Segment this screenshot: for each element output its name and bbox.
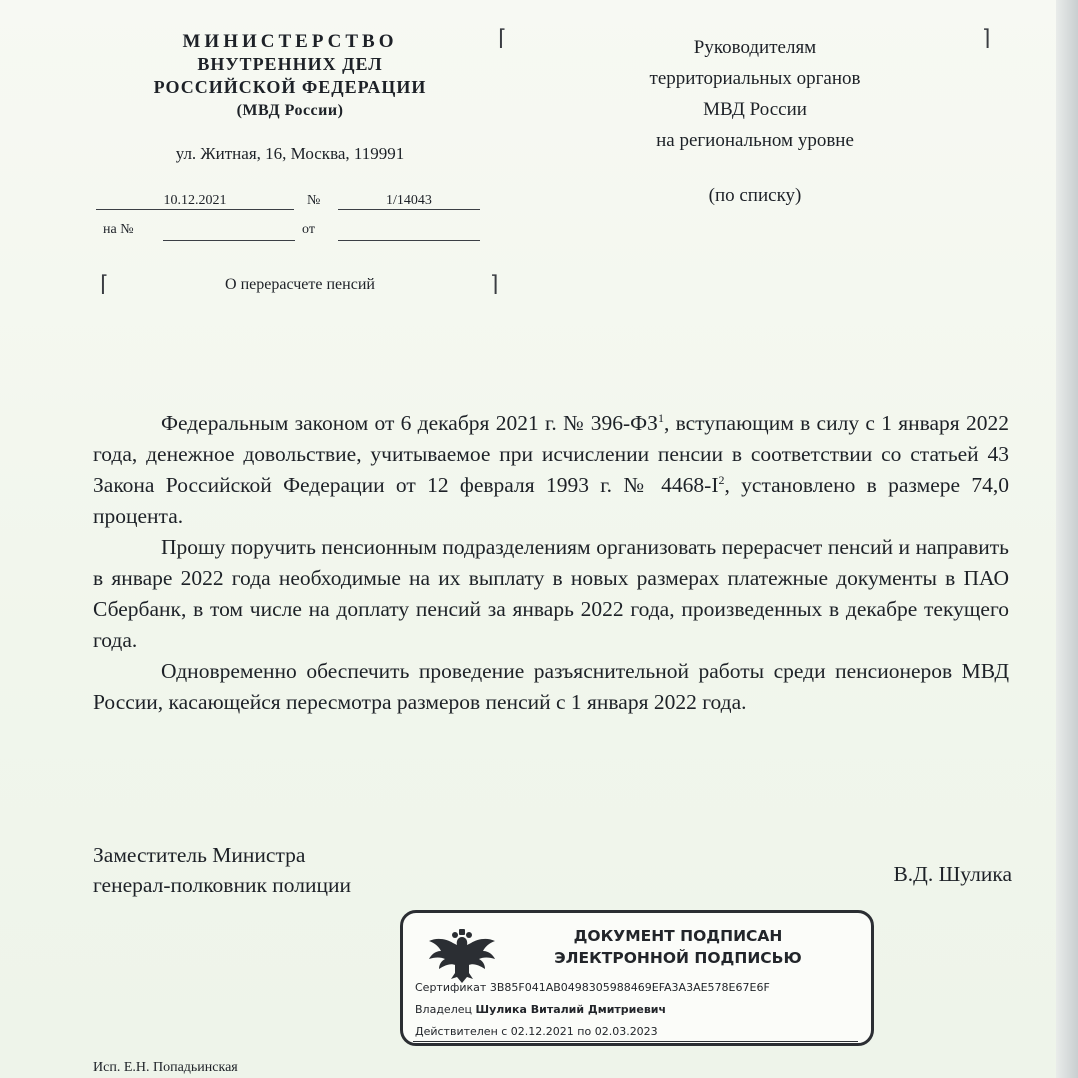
double-headed-eagle-icon: [425, 929, 499, 985]
addressee-line-4: на региональном уровне: [656, 130, 854, 151]
reply-to-number-field: [163, 222, 295, 241]
footnote-ref-1: 1: [657, 410, 664, 425]
certificate-value: 3B85F041AB0498305988469EFA3A3AE578E67E6F: [489, 981, 770, 994]
page-edge: [1056, 0, 1078, 1078]
organization-header: [100, 30, 480, 122]
stamp-title: [503, 925, 853, 969]
signer-position-line-2: генерал-полковник полиции: [93, 873, 352, 897]
org-line-3: РОССИЙСКОЙ ФЕДЕРАЦИИ: [153, 77, 427, 97]
reply-to-number-label: на №: [103, 222, 134, 237]
addressee-block: [600, 32, 910, 156]
stamp-owner-row: [415, 1003, 666, 1016]
stamp-validity-underline: [413, 1041, 858, 1042]
stamp-certificate-row: [415, 981, 770, 994]
subject-bracket-right: ⌉: [490, 272, 499, 297]
addressee-line-1: Руководителям: [693, 37, 817, 58]
org-line-4: (МВД России): [236, 102, 344, 119]
owner-label: Владелец: [415, 1003, 472, 1016]
addressee-line-3: МВД России: [703, 99, 807, 120]
footnote-ref-2: 2: [718, 472, 725, 487]
org-line-1: МИНИСТЕРСТВО: [182, 31, 398, 52]
reply-to-date-field: [338, 222, 480, 241]
paragraph-1: [93, 408, 1009, 532]
signer-name: В.Д. Шулика: [893, 862, 1012, 886]
reply-to-date-label: от: [302, 222, 315, 237]
stamp-validity-row: Действителен с 02.12.2021 по 02.03.2023: [415, 1025, 658, 1038]
owner-value: Шулика Виталий Дмитриевич: [475, 1003, 667, 1016]
registration-number-label: №: [307, 193, 321, 208]
paragraph-1-part-c: , установлено в размере 74,0 процента.: [93, 473, 1009, 528]
registration-date: 10.12.2021: [96, 193, 294, 210]
signer-position-line-1: Заместитель Министра: [93, 843, 306, 867]
addressee-bracket-right: ⌉: [982, 26, 991, 51]
executor-line: Исп. Е.Н. Попадьинская: [93, 1060, 238, 1075]
document-body: [93, 408, 1009, 718]
signer-position: [93, 840, 351, 900]
certificate-label: Сертификат: [415, 981, 487, 994]
org-line-2: ВНУТРЕННИХ ДЕЛ: [197, 54, 383, 74]
electronic-signature-stamp: [400, 910, 874, 1046]
addressee-line-2: территориальных органов: [649, 68, 861, 89]
paragraph-3: Одновременно обеспечить проведение разъяснительной работы среди пенсионеров МВД России, касающейся пересмотра размеров пенсий с 1 января 2022 года.: [93, 659, 1009, 714]
stamp-title-line-2: ЭЛЕКТРОННОЙ ПОДПИСЬЮ: [554, 949, 802, 967]
paragraph-1-part-a: Федеральным законом от 6 декабря 2021 г. № 396-ФЗ: [161, 411, 658, 435]
org-address: ул. Житная, 16, Москва, 119991: [175, 144, 405, 163]
paragraph-1-part-b: , вступающим в силу с 1 января 2022 года, денежное довольствие, учитываемое при исчислении пенсии в соответствии со статьей 43 Закона Российской Федерации от 12 февраля 1993 г. № 4468-I: [93, 411, 1009, 497]
addressee-bracket-left: ⌈: [498, 26, 507, 51]
addressee-note: (по списку): [708, 185, 802, 206]
paragraph-2: Прошу поручить пенсионным подразделениям организовать перерасчет пенсий и направить в январе 2022 года необходимые на их выплату в новых размерах платежные документы в ПАО Сбербанк, в том числе на доплату пенсий за январь 2022 года, произведенных в декабре текущего года.: [93, 535, 1009, 652]
stamp-title-line-1: ДОКУМЕНТ ПОДПИСАН: [573, 927, 783, 945]
registration-number: 1/14043: [338, 193, 480, 210]
document-subject: О перерасчете пенсий: [225, 276, 375, 293]
subject-bracket-left: ⌈: [100, 272, 109, 297]
